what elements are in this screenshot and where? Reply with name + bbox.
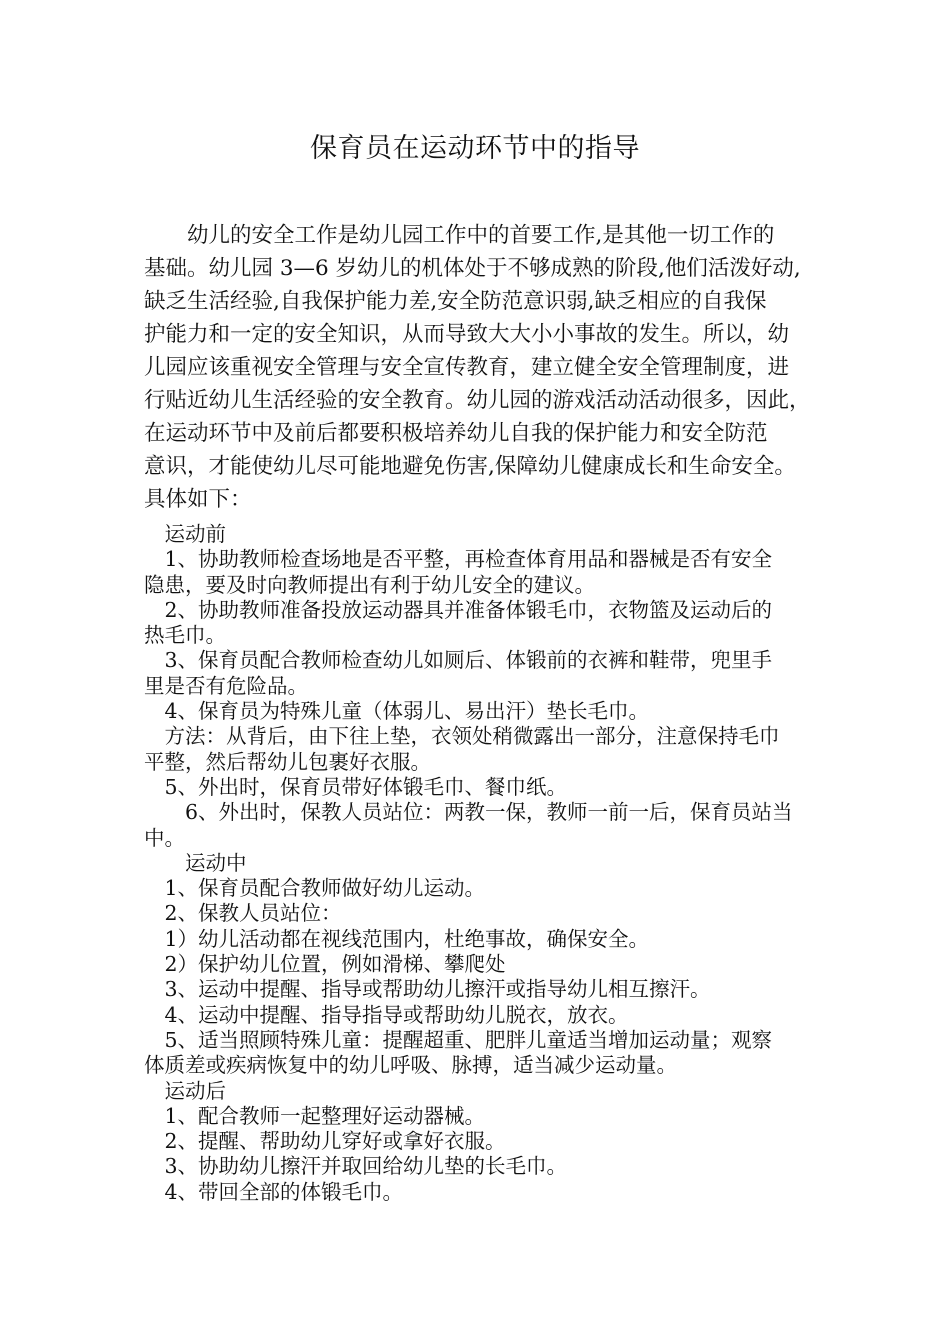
list-line: 5、适当照顾特殊儿童：提醒超重、肥胖儿童适当增加运动量；观察 <box>144 1027 773 1052</box>
list-line: 里是否有危险品。 <box>144 673 308 698</box>
list-line: 4、保育员为特殊儿童（体弱儿、易出汗）垫长毛巾。 <box>144 699 650 724</box>
intro-line: 行贴近幼儿生活经验的安全教育。幼儿园的游戏活动活动很多，因此， <box>144 388 811 413</box>
document-title: 保育员在运动环节中的指导 <box>310 133 640 164</box>
intro-line: 意识，才能使幼儿尽可能地避免伤害,保障幼儿健康成长和生命安全。 <box>144 454 796 479</box>
intro-line: 基础。幼儿园 3—6 岁幼儿的机体处于不够成熟的阶段,他们活泼好动, <box>144 256 801 281</box>
intro-line: 缺乏生活经验,自我保护能力差,安全防范意识弱,缺乏相应的自我保 <box>144 289 767 314</box>
intro-line: 儿园应该重视安全管理与安全宣传教育，建立健全安全管理制度，进 <box>144 355 790 380</box>
intro-paragraph <box>144 219 812 516</box>
procedure-list <box>144 522 812 1205</box>
list-line: 2、协助教师准备投放运动器具并准备体锻毛巾，衣物篮及运动后的 <box>144 597 773 622</box>
list-line: 6、外出时，保教人员站位：两教一保，教师一前一后，保育员站当 <box>144 800 793 825</box>
list-line: 3、运动中提醒、指导或帮助幼儿擦汗或指导幼儿相互擦汗。 <box>144 977 711 1002</box>
list-line: 1、协助教师检查场地是否平整，再检查体育用品和器械是否有安全 <box>144 547 773 572</box>
list-line: 中。 <box>144 825 185 850</box>
list-line: 1、保育员配合教师做好幼儿运动。 <box>144 876 486 901</box>
intro-line: 在运动环节中及前后都要积极培养幼儿自我的保护能力和安全防范 <box>144 421 768 446</box>
intro-line: 具体如下： <box>144 487 252 512</box>
list-line: 2、保教人员站位： <box>144 901 342 926</box>
list-line: 1）幼儿活动都在视线范围内，杜绝事故，确保安全。 <box>144 926 650 951</box>
list-line: 4、运动中提醒、指导指导或帮助幼儿脱衣，放衣。 <box>144 1002 629 1027</box>
list-line: 方法：从背后，由下往上垫，衣领处稍微露出一部分，注意保持毛巾 <box>144 724 780 749</box>
section-heading-after: 运动后 <box>144 1078 226 1103</box>
list-line: 隐患，要及时向教师提出有利于幼儿安全的建议。 <box>144 572 595 597</box>
section-heading-during: 运动中 <box>144 850 247 875</box>
list-line: 3、协助幼儿擦汗并取回给幼儿垫的长毛巾。 <box>144 1154 568 1179</box>
list-line: 4、带回全部的体锻毛巾。 <box>144 1179 404 1204</box>
list-line: 体质差或疾病恢复中的幼儿呼吸、脉搏，适当减少运动量。 <box>144 1053 677 1078</box>
list-line: 平整，然后帮幼儿包裹好衣服。 <box>144 749 431 774</box>
list-line: 3、保育员配合教师检查幼儿如厕后、体锻前的衣裤和鞋带，兜里手 <box>144 648 773 673</box>
list-line: 5、外出时，保育员带好体锻毛巾、餐巾纸。 <box>144 774 568 799</box>
section-heading-before: 运动前 <box>144 522 226 546</box>
list-line: 2）保护幼儿位置，例如滑梯、攀爬处 <box>144 952 506 977</box>
list-line: 热毛巾。 <box>144 623 226 648</box>
list-line: 2、提醒、帮助幼儿穿好或拿好衣服。 <box>144 1129 506 1154</box>
list-line: 1、配合教师一起整理好运动器械。 <box>144 1103 486 1128</box>
intro-line: 护能力和一定的安全知识，从而导致大大小小事故的发生。所以，幼 <box>144 322 790 347</box>
intro-line: 幼儿的安全工作是幼儿园工作中的首要工作,是其他一切工作的 <box>144 223 775 248</box>
